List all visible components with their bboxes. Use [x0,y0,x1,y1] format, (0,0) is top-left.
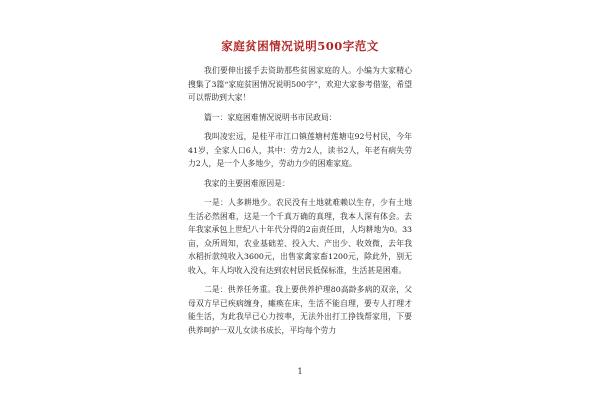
document-body [188,64,412,343]
paragraph-self-intro: 我叫凌宏远，是桂平市江口镇莲塘村莲塘屯92号村民，今年41岁，全家人口6人，其中：劳力2人，读书2人，年老有病失劳力2人，是一个人多地少，劳动力少的困难家庭。 [188,132,412,168]
paragraph-reason-one: 一是：人多耕地少。农民没有土地就难赖以生存，少有土地生活必然困难，这是一个千真万确的真理，我本人深有体会。去年我家承包上世纪八十年代分得的2亩责任田，人均耕地为0。33亩，众所周知，农业基础差、投入大、产出少、收效微，去年我水稻折款纯收入3600元，出售家禽家畜1200元，除此外，别无收入，年人均收入没有达到农村居民低保标准，生活甚是困难。 [188,198,412,275]
paragraph-reason-two: 二是：供养任务重。我上要供养护理80高龄多病的双亲，父母双方早已疾病缠身，瘫痪在床，生活不能自理，要专人打理才能生活，为此我早已心力按率，无法外出打工挣钱帮家用，下要供养呵护一双儿女读书成长，平均每个劳力 [188,285,412,335]
document-title: 家庭贫困情况说明500字范文 [221,39,379,53]
page-number: 1 [297,367,303,376]
paragraph-intro: 我们要伸出援手去资助那些贫困家庭的人。小编为大家精心搜集了3篇“家庭贫困情况说明500字”，欢迎大家参考借鉴，希望可以帮助到大家！ [188,66,412,102]
paragraph-reasons-heading: 我家的主要困难原因是： [204,178,290,188]
paragraph-heading: 篇一：家庭困难情况说明书市民政局： [204,112,337,122]
